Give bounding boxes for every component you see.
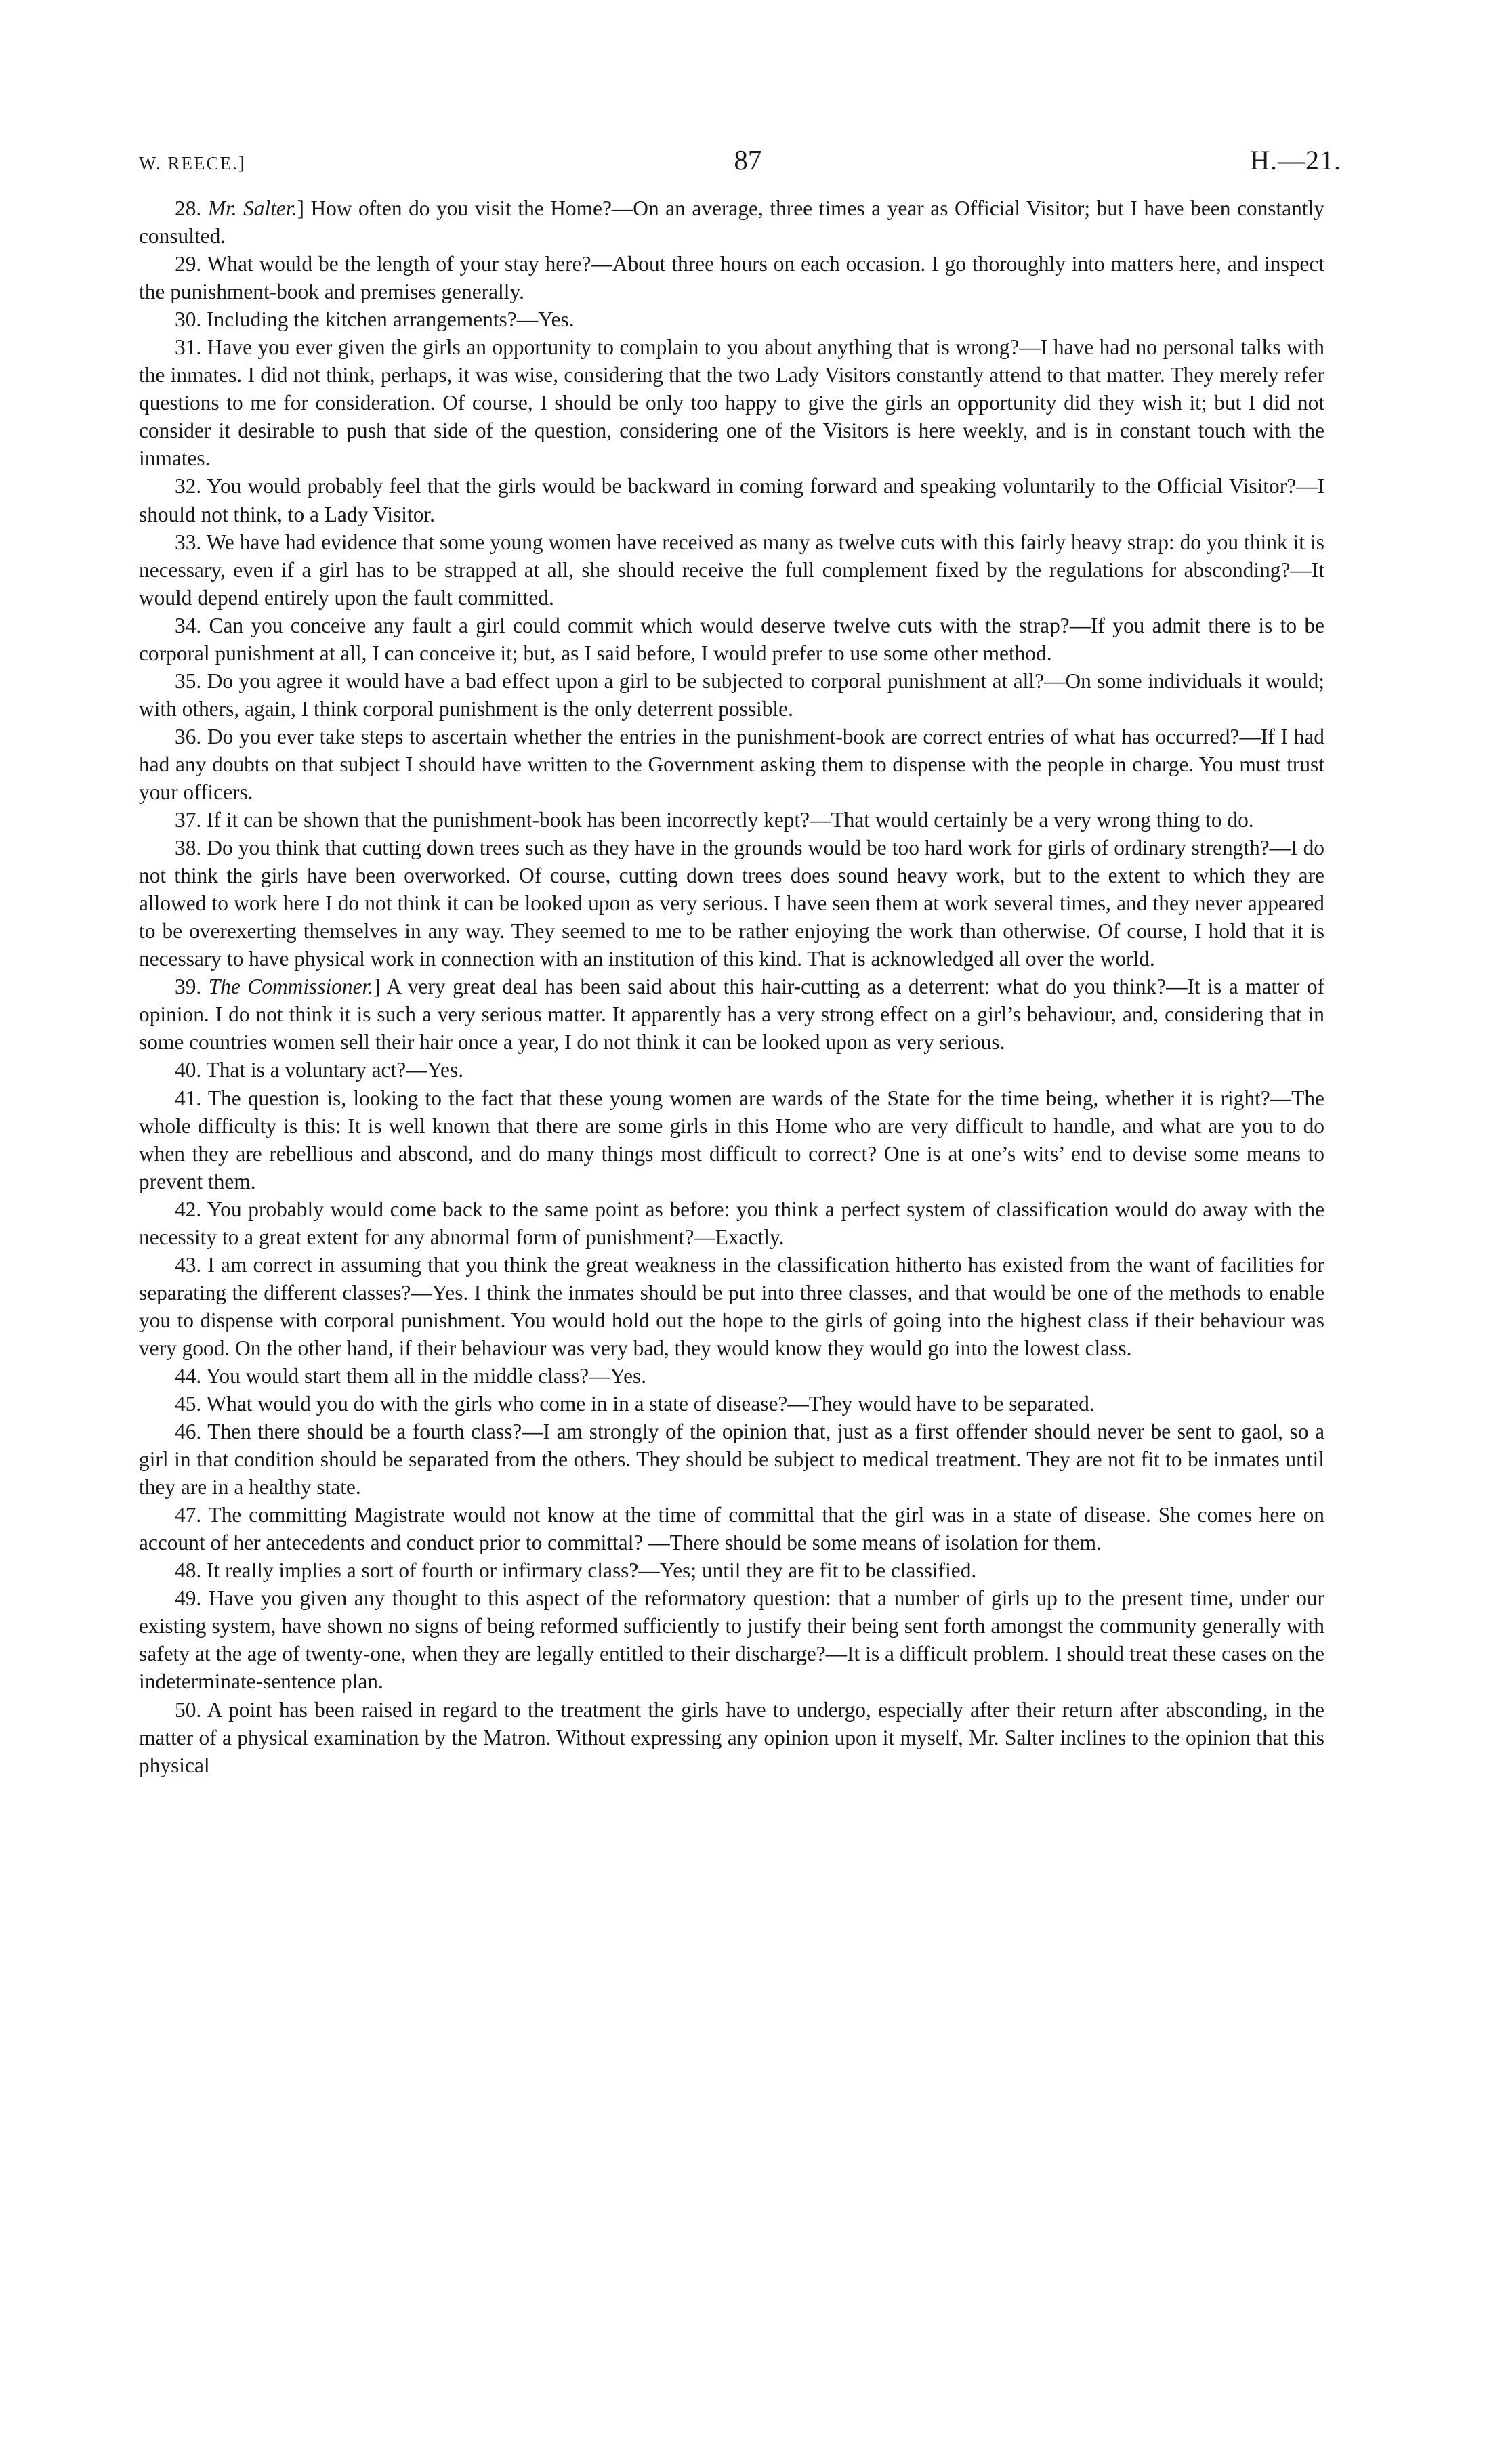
question-44 bbox=[139, 1362, 1324, 1390]
question-50 bbox=[139, 1696, 1324, 1779]
question-45 bbox=[139, 1390, 1324, 1418]
paragraph-text: What would you do with the girls who come in in a state of disease?—They would have to be separated. bbox=[201, 1392, 1095, 1416]
paragraph-text: You probably would come back to the same point as before: you think a perfect system of classification would do away with the necessity to a great extent for any abnormal form of punishment?—Exactly. bbox=[139, 1197, 1324, 1249]
paragraph-text: Do you think that cutting down trees such as they have in the grounds would be too hard work for girls of ordinary strength?—I do not think the girls have been overworked. Of course, cutting down trees does sound heavy work, but to the extent to which they are allowed to work here I do not think it can be looked upon as very serious. I have seen them at work several times, and they never appeared to be overexerting themselves in any way. They seemed to me to be rather enjoying the work than otherwise. Of course, I hold that it is necessary to have physical work in connection with an institution of this kind. That is acknowledged all over the world. bbox=[139, 836, 1324, 971]
paragraph-text: Then there should be a fourth class?—I am strongly of the opinion that, just as a first offender should never be sent to gaol, so a girl in that condition should be separated from the others. They should be subject to medical treatment. They are not fit to be inmates until they are in a healthy state. bbox=[139, 1420, 1324, 1500]
question-number: 47. bbox=[175, 1503, 202, 1527]
question-49 bbox=[139, 1584, 1324, 1695]
question-number: 32. bbox=[175, 474, 202, 498]
question-30 bbox=[139, 305, 1324, 333]
paragraph-text: You would start them all in the middle class?—Yes. bbox=[201, 1363, 647, 1388]
question-number: 40. bbox=[175, 1058, 202, 1082]
question-47 bbox=[139, 1501, 1324, 1556]
question-number: 50. bbox=[175, 1697, 202, 1722]
question-41 bbox=[139, 1084, 1324, 1195]
paragraph-text: We have had evidence that some young women have received as many as twelve cuts with this fairly heavy strap: do you think it is necessary, even if a girl has to be strapped at all, she should receive the full complement fixed by the regulations for absconding?—It would depend entirely upon the fault committed. bbox=[139, 530, 1324, 610]
question-number: 37. bbox=[175, 808, 202, 832]
question-40 bbox=[139, 1056, 1324, 1084]
question-number: 28. bbox=[175, 196, 202, 220]
question-number: 35. bbox=[175, 668, 202, 693]
question-number: 45. bbox=[175, 1392, 202, 1416]
witness-name: W. REECE.] bbox=[139, 153, 246, 173]
question-33 bbox=[139, 528, 1324, 612]
question-number: 39. bbox=[175, 975, 202, 999]
paragraph-text: Including the kitchen arrangements?—Yes. bbox=[201, 307, 575, 332]
paragraph-text: Do you agree it would have a bad effect upon a girl to be subjected to corporal punishment at all?—On some individuals it would; with others, again, I think corporal punishment is the only deterrent possible. bbox=[139, 668, 1324, 721]
paragraph-text: The question is, looking to the fact that these young women are wards of the State for the time being, whether it is right?—The whole difficulty is this: It is well known that there are some girls in this Home who are very difficult to handle, and what are you to do when they are rebellious and abscond, and do many things most difficult to correct? One is at one’s wits’ end to devise some means to prevent them. bbox=[139, 1086, 1324, 1193]
question-43 bbox=[139, 1251, 1324, 1362]
question-number: 48. bbox=[175, 1558, 202, 1583]
question-number: 43. bbox=[175, 1252, 202, 1277]
question-46 bbox=[139, 1418, 1324, 1501]
question-31 bbox=[139, 333, 1324, 472]
question-number: 38. bbox=[175, 836, 202, 860]
paragraph-text: Can you conceive any fault a girl could commit which would deserve twelve cuts with the strap?—If you admit there is to be corporal punishment at all, I can conceive it; but, as I said before, I would prefer to use some other method. bbox=[139, 613, 1324, 665]
paragraph-text: You would probably feel that the girls would be backward in coming forward and speaking voluntarily to the Official Visitor?—I should not think, to a Lady Visitor. bbox=[139, 474, 1324, 526]
question-number: 36. bbox=[175, 724, 202, 748]
evidence-text bbox=[139, 194, 1324, 1779]
question-number: 30. bbox=[175, 307, 202, 332]
question-28 bbox=[139, 194, 1324, 250]
question-number: 29. bbox=[175, 252, 202, 276]
question-48 bbox=[139, 1556, 1324, 1584]
question-38 bbox=[139, 834, 1324, 973]
paragraph-text: It really implies a sort of fourth or infirmary class?—Yes; until they are fit to be classified. bbox=[201, 1558, 977, 1583]
paragraph-text: I am correct in assuming that you think the great weakness in the classification hitherto has existed from the want of facilities for separating the different classes?—Yes. I think the inmates should be put into three classes, and that would be one of the methods to enable you to dispense with corporal punishment. You would hold out the hope to the girls of going into the highest class if their behaviour was very good. On the other hand, if their behaviour was very bad, they would know they would go into the lowest class. bbox=[139, 1252, 1324, 1360]
question-36 bbox=[139, 723, 1324, 806]
question-number: 31. bbox=[175, 335, 202, 360]
question-37 bbox=[139, 806, 1324, 834]
question-number: 49. bbox=[175, 1586, 202, 1611]
question-34 bbox=[139, 612, 1324, 667]
question-number: 34. bbox=[175, 613, 202, 637]
question-39 bbox=[139, 973, 1324, 1056]
paper-reference: H.—21. bbox=[1250, 145, 1341, 175]
paragraph-text: ] A very great deal has been said about this hair-cutting as a deterrent: what do you think?—It is a matter of opinion. I do not think it is such a very serious matter. It apparently has a very strong effect on a girl’s behaviour, and, considering that in some countries women sell their hair once a year, I do not think it can be looked upon as very serious. bbox=[139, 975, 1324, 1055]
question-32 bbox=[139, 472, 1324, 528]
paragraph-text: The committing Magistrate would not know at the time of committal that the girl was in a state of disease. She comes here on account of her antecedents and conduct prior to committal? —There should be some means of isolation for them. bbox=[139, 1503, 1324, 1555]
running-head bbox=[139, 144, 1341, 176]
paragraph-text: What would be the length of your stay here?—About three hours on each occasion. I go thoroughly into matters here, and inspect the punishment-book and premises generally. bbox=[139, 252, 1324, 304]
paragraph-text: Have you ever given the girls an opportunity to complain to you about anything that is wrong?—I have had no personal talks with the inmates. I did not think, perhaps, it was wise, considering that the two Lady Visitors constantly attend to that matter. They merely refer questions to me for consideration. Of course, I should be only too happy to give the girls an opportunity did they wish it; but I did not consider it desirable to push that side of the question, considering one of the Visitors is here weekly, and is in constant touch with the inmates. bbox=[139, 335, 1324, 471]
question-number: 41. bbox=[175, 1086, 202, 1110]
speaker-name: The Commissioner. bbox=[208, 975, 374, 999]
question-number: 44. bbox=[175, 1363, 202, 1388]
question-number: 46. bbox=[175, 1420, 202, 1444]
speaker-name: Mr. Salter. bbox=[207, 196, 297, 220]
paragraph-text: ] How often do you visit the Home?—On an average, three times a year as Official Visitor; but I have been constantly consulted. bbox=[139, 196, 1324, 249]
paragraph-text: Do you ever take steps to ascertain whether the entries in the punishment-book are correct entries of what has occurred?—If I had had any doubts on that subject I should have written to the Government asking them to dispense with the people in charge. You must trust your officers. bbox=[139, 724, 1324, 804]
question-number: 42. bbox=[175, 1197, 202, 1221]
paragraph-text: That is a voluntary act?—Yes. bbox=[201, 1058, 464, 1082]
paragraph-text: A point has been raised in regard to the treatment the girls have to undergo, especially after their return after absconding, in the matter of a physical examination by the Matron. Without expressing any opinion upon it myself, Mr. Salter inclines to the opinion that this physical bbox=[139, 1697, 1324, 1777]
question-35 bbox=[139, 667, 1324, 723]
question-number: 33. bbox=[175, 530, 202, 554]
page-number: 87 bbox=[734, 144, 762, 175]
paragraph-text: Have you given any thought to this aspect of the reformatory question: that a number of girls up to the present time, under our existing system, have shown no signs of being reformed sufficiently to justify their being sent forth amongst the community generally with safety at the age of twenty-one, when they are legally entitled to their discharge?—It is a difficult problem. I should treat these cases on the indeterminate-sentence plan. bbox=[139, 1586, 1324, 1694]
question-42 bbox=[139, 1195, 1324, 1251]
question-29 bbox=[139, 250, 1324, 305]
paragraph-text: If it can be shown that the punishment-book has been incorrectly kept?—That would certainly be a very wrong thing to do. bbox=[201, 808, 1254, 832]
